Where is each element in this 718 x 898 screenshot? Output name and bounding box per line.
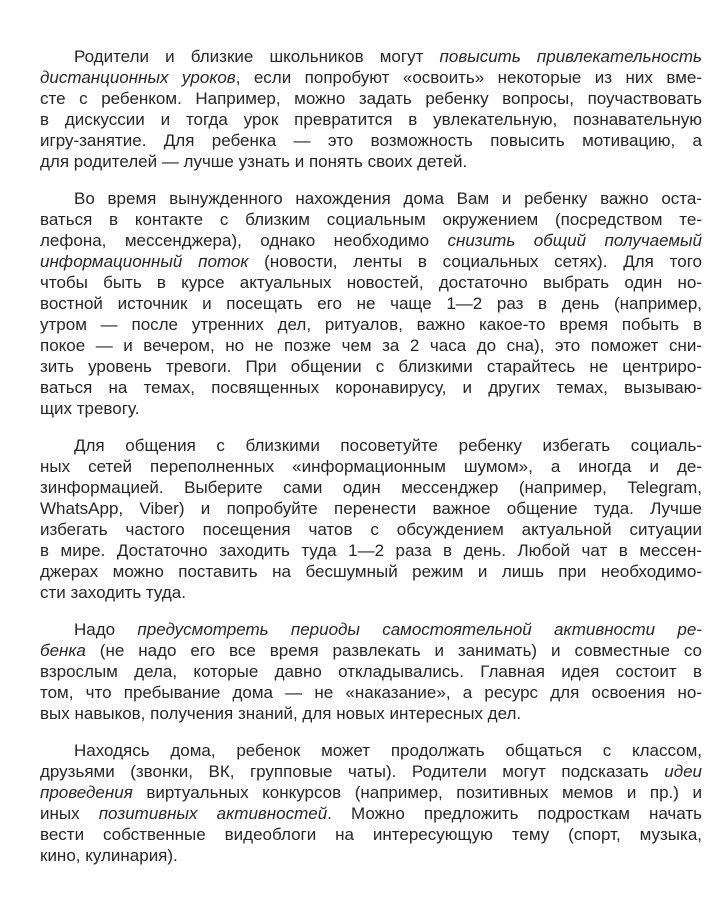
paragraph	[40, 435, 702, 603]
text-run: WhatsApp, Viber) и попробуйте перенести важное общение туда. Лучше	[40, 499, 702, 518]
text-run: . Можно предложить подросткам начать	[327, 804, 703, 823]
text-line	[40, 845, 702, 866]
text-run: в мире. Достаточно заходить туда 1—2 раза в день. Любой чат в мессен-	[40, 541, 702, 560]
text-run: покое — и вечером, но не позже чем за 2 часа до сна), это поможет сни-	[40, 336, 702, 355]
italic-text-run: информационный поток	[40, 252, 249, 271]
text-line	[40, 377, 702, 398]
text-line	[40, 456, 702, 477]
text-run: сте с ребенком. Например, можно задать ребенку вопросы, поучаствовать	[40, 89, 702, 108]
italic-text-run: снизить общий получаемый	[447, 231, 702, 250]
text-line	[40, 314, 702, 335]
text-line	[40, 640, 702, 661]
italic-text-run: дистанционных уроков	[40, 68, 236, 87]
text-run: виртуальных конкурсов (например, позитивных мемов и пр.) и	[132, 783, 702, 802]
paragraph	[40, 619, 702, 724]
text-line	[40, 151, 702, 172]
text-line	[40, 251, 702, 272]
text-run: (новости, ленты в социальных сетях). Для того	[248, 252, 702, 271]
text-run: (не надо его все время развлекать и занимать) и совместные со	[85, 641, 702, 660]
text-run: Надо	[74, 620, 138, 639]
paragraph	[40, 46, 702, 172]
text-line	[40, 519, 702, 540]
italic-text-run: проведения	[40, 783, 133, 802]
text-line	[40, 703, 702, 724]
text-line	[40, 188, 702, 209]
text-line	[40, 435, 702, 456]
text-run: том, что пребывание дома — не «наказание», а ресурс для освоения но-	[40, 683, 702, 702]
text-line	[40, 272, 702, 293]
text-run: лефона, мессенджера), однако необходимо	[40, 231, 448, 250]
text-run: ваться на темах, посвященных коронавирусу, и других темах, вызываю-	[40, 378, 702, 397]
text-run: джерах можно поставить на бесшумный режим и лишь при необходимо-	[40, 562, 702, 581]
text-run: утром — после утренних дел, ритуалов, важно какое-то время побыть в	[40, 315, 702, 334]
text-run: ных сетей переполненных «информационным шумом», а иногда и де-	[40, 457, 702, 476]
text-run: иных	[40, 804, 99, 823]
text-run: вести собственные видеоблоги на интересующую тему (спорт, музыка,	[40, 825, 702, 844]
paragraph	[40, 740, 702, 866]
text-line	[40, 803, 702, 824]
text-line	[40, 582, 702, 603]
text-run: Для общения с близкими посоветуйте ребенку избегать социаль-	[74, 436, 702, 455]
text-line	[40, 230, 702, 251]
text-line	[40, 130, 702, 151]
text-line	[40, 46, 702, 67]
text-line	[40, 209, 702, 230]
text-line	[40, 109, 702, 130]
text-line	[40, 477, 702, 498]
text-line	[40, 619, 702, 640]
text-run: Находясь дома, ребенок может продолжать общаться с классом,	[74, 741, 702, 760]
text-line	[40, 398, 702, 419]
italic-text-run: позитивных активностей	[98, 804, 328, 823]
text-line	[40, 335, 702, 356]
text-run: сти заходить туда.	[40, 583, 186, 602]
text-run: игру-занятие. Для ребенка — это возможность повысить мотивацию, а	[40, 131, 702, 150]
text-line	[40, 561, 702, 582]
text-line	[40, 356, 702, 377]
text-run: друзьями (звонки, ВК, групповые чаты). Родители могут подсказать	[40, 762, 665, 781]
text-run: взрослым дела, которые давно откладывались. Главная идея состоит в	[40, 662, 702, 681]
paragraph	[40, 188, 702, 419]
text-run: чтобы быть в курсе актуальных новостей, достаточно выбрать один но-	[40, 273, 702, 292]
text-line	[40, 67, 702, 88]
text-line	[40, 293, 702, 314]
text-line	[40, 824, 702, 845]
italic-text-run: повысить привлекательность	[439, 47, 702, 66]
text-run: кино, кулинария).	[40, 846, 178, 865]
text-run: вых навыков, получения знаний, для новых интересных дел.	[40, 704, 522, 723]
text-run: избегать частого посещения чатов с обсуждением актуальной ситуации	[40, 520, 702, 539]
italic-text-run: предусмотреть периоды самостоятельной активности ре-	[137, 620, 702, 639]
text-run: Во время вынужденного нахождения дома Вам и ребенку важно оста-	[74, 189, 702, 208]
text-line	[40, 661, 702, 682]
text-line	[40, 761, 702, 782]
text-line	[40, 88, 702, 109]
text-line	[40, 498, 702, 519]
text-run: в дискуссии и тогда урок превратится в увлекательную, познавательную	[40, 110, 702, 129]
text-run: щих тревогу.	[40, 399, 140, 418]
text-run: зить уровень тревоги. При общении с близкими старайтесь не центриро-	[40, 357, 702, 376]
text-run: для родителей — лучше узнать и понять своих детей.	[40, 152, 468, 171]
text-line	[40, 682, 702, 703]
text-run: Родители и близкие школьников могут	[74, 47, 440, 66]
italic-text-run: бенка	[40, 641, 86, 660]
text-run: , если попробуют «освоить» некоторые из них вме-	[235, 68, 702, 87]
text-line	[40, 540, 702, 561]
text-run: зинформацией. Выберите сами один мессенджер (например, Telegram,	[40, 478, 702, 497]
text-line	[40, 782, 702, 803]
text-run: востной источник и посещать его не чаще 1—2 раз в день (например,	[40, 294, 702, 313]
text-run: ваться в контакте с близким социальным окружением (посредством те-	[40, 210, 702, 229]
text-line	[40, 740, 702, 761]
italic-text-run: идеи	[664, 762, 702, 781]
